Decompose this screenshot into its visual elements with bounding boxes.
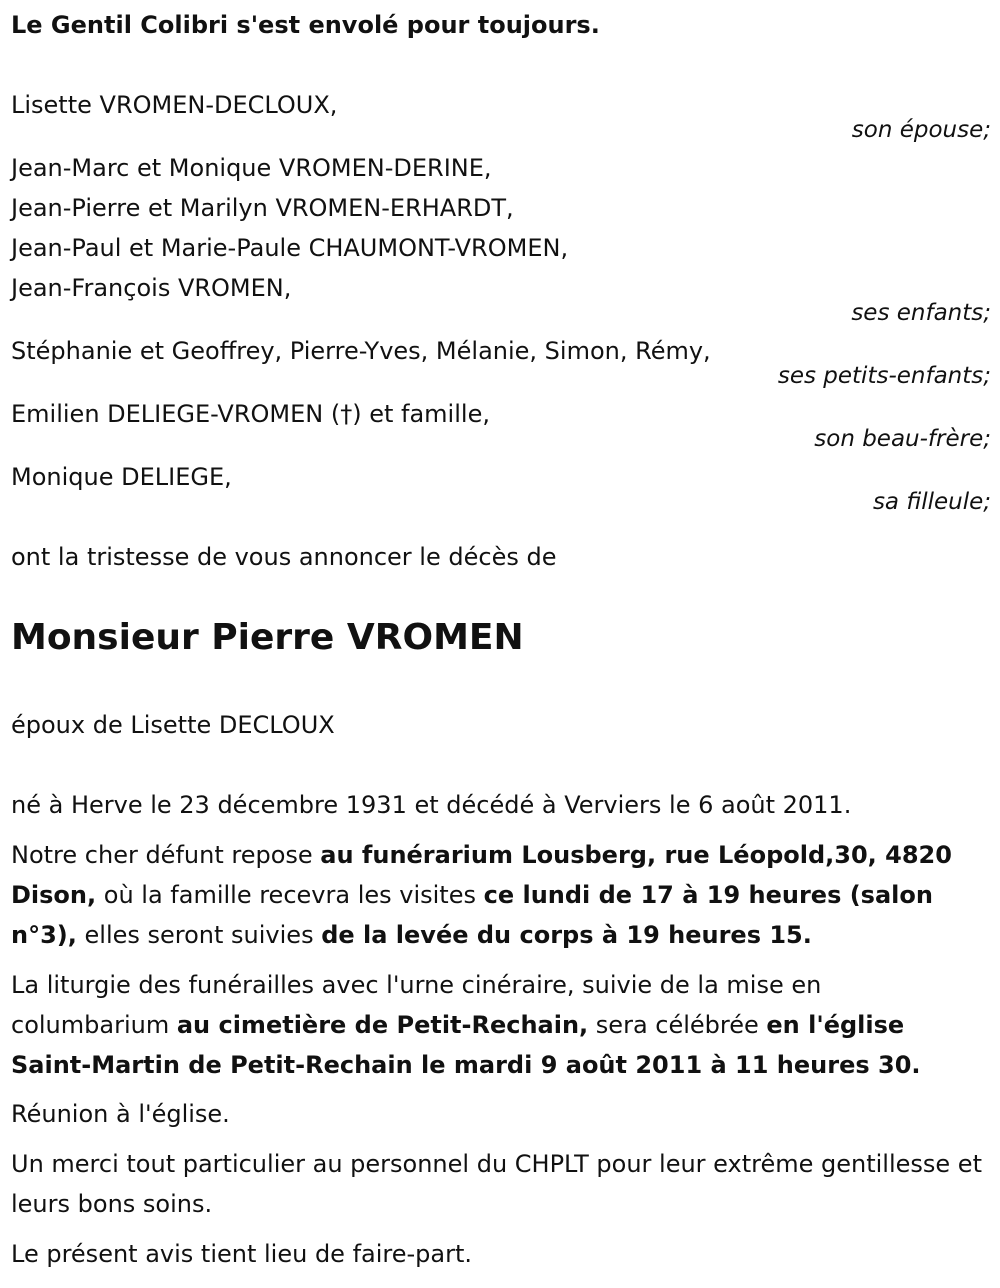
spouse-role: son épouse;	[851, 117, 991, 143]
text: sera célébrée	[588, 1011, 767, 1039]
bold-text: au cimetière de Petit-Rechain,	[176, 1011, 589, 1039]
brother-in-law-name: Emilien DELIEGE-VROMEN (†) et famille,	[11, 400, 490, 428]
child-name: Jean-Marc et Monique VROMEN-DERINE,	[11, 154, 492, 182]
child-name: Jean-Pierre et Marilyn VROMEN-ERHARDT,	[11, 194, 514, 222]
bold-text: en l'église Saint-Martin de Petit-Rechain le mardi 9 août 2011 à 11 heures 30.	[11, 1011, 921, 1079]
text: La liturgie des funérailles avec l'urne cinéraire, suivie de la mise en columbarium	[11, 971, 822, 1039]
text: Notre cher défunt repose	[11, 841, 321, 869]
text: où la famille recevra les visites	[96, 881, 484, 909]
bold-text: au funérarium Lousberg, rue Léopold,30, 4820 Dison,	[11, 841, 952, 909]
grandchildren-names: Stéphanie et Geoffrey, Pierre-Yves, Mélanie, Simon, Rémy,	[11, 337, 711, 365]
grandchildren-role: ses petits-enfants;	[777, 363, 991, 389]
heading: Le Gentil Colibri s'est envolé pour toujours.	[11, 11, 600, 39]
goddaughter-role: sa filleule;	[872, 489, 991, 515]
child-name: Jean-Paul et Marie-Paule CHAUMONT-VROMEN,	[11, 234, 569, 262]
announcement: ont la tristesse de vous annoncer le décès de	[11, 543, 557, 571]
paragraph-visitation	[11, 835, 986, 955]
deceased-name: Monsieur Pierre VROMEN	[11, 617, 524, 658]
bold-text: de la levée du corps à 19 heures 15.	[321, 921, 812, 949]
spouse-of: époux de Lisette DECLOUX	[11, 711, 335, 739]
brother-in-law-role: son beau-frère;	[814, 426, 991, 452]
paragraph-notice: Le présent avis tient lieu de faire-part.	[11, 1240, 473, 1268]
goddaughter-name: Monique DELIEGE,	[11, 463, 232, 491]
bold-text: ce lundi de 17 à 19 heures (salon n°3),	[11, 881, 933, 949]
paragraph-thanks: Un merci tout particulier au personnel du CHPLT pour leur extrême gentillesse et leurs bons soins.	[11, 1150, 982, 1218]
paragraph-liturgy	[11, 965, 986, 1085]
child-name: Jean-François VROMEN,	[11, 274, 292, 302]
birth-death: né à Herve le 23 décembre 1931 et décédé à Verviers le 6 août 2011.	[11, 791, 852, 819]
paragraph-meeting: Réunion à l'église.	[11, 1100, 230, 1128]
text: elles seront suivies	[76, 921, 322, 949]
spouse-name: Lisette VROMEN-DECLOUX,	[11, 91, 338, 119]
children-role: ses enfants;	[851, 300, 991, 326]
